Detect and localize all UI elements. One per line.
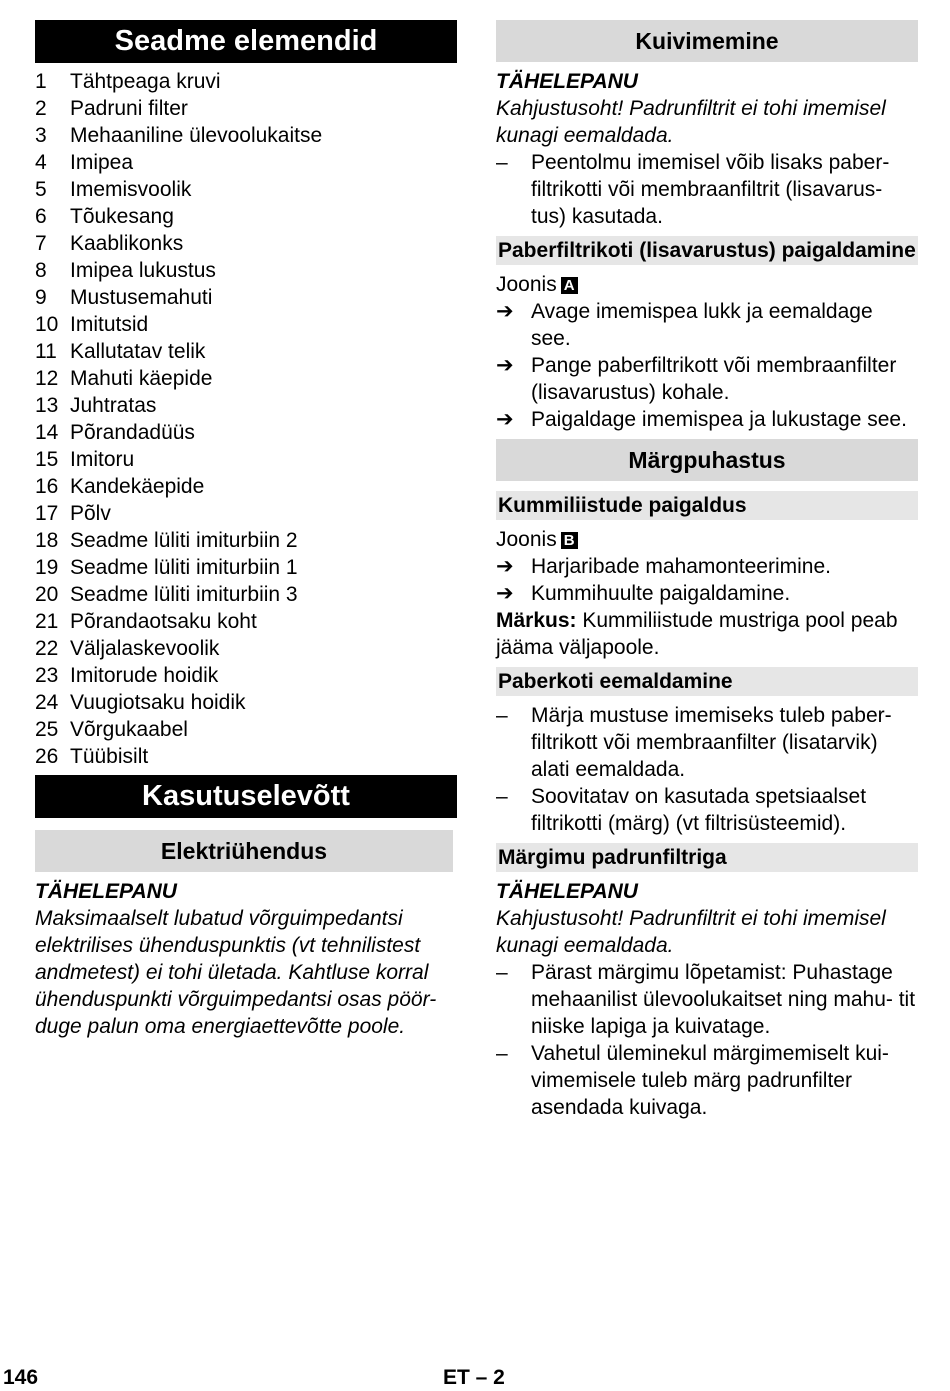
item-label: Kandekäepide (70, 475, 205, 498)
item-number: 19 (35, 556, 59, 579)
list-item-text: Pange paberfiltrikott või membraanfilter (lisavarustus) kohale. (531, 354, 897, 404)
item-number: 9 (35, 286, 47, 309)
list-item (35, 608, 457, 635)
list-item (35, 68, 457, 95)
electric-warning-title: TÄHELEPANU (35, 880, 177, 903)
list-item (35, 500, 457, 527)
list-item (496, 352, 918, 406)
dash-marker: – (496, 704, 508, 727)
list-item (35, 473, 457, 500)
item-label: Vuugiotsaku hoidik (70, 691, 246, 714)
item-label: Põrandaotsaku koht (70, 610, 257, 633)
list-item (35, 581, 457, 608)
list-item-text: Kummihuulte paigaldamine. (531, 582, 791, 605)
item-label: Seadme lüliti imiturbiin 3 (70, 583, 298, 606)
list-item (496, 298, 918, 352)
list-item (35, 284, 457, 311)
item-number: 5 (35, 178, 47, 201)
note (496, 607, 918, 661)
item-label: Tõukesang (70, 205, 174, 228)
remove-bag-heading: Paberkoti eemaldamine (496, 667, 918, 696)
figure-ref-a (496, 271, 918, 298)
note-text: Kummiliistude mustriga pool peab jääma väljapoole. (496, 609, 898, 659)
list-item (35, 743, 457, 770)
arrow-right-icon: ➔ (496, 300, 514, 323)
item-label: Võrgukaabel (70, 718, 188, 741)
item-number: 14 (35, 421, 59, 444)
list-item (35, 203, 457, 230)
list-item (35, 149, 457, 176)
item-number: 8 (35, 259, 47, 282)
wet-warning-title: TÄHELEPANU (496, 880, 638, 903)
item-label: Padruni filter (70, 97, 188, 120)
list-item (496, 783, 918, 837)
item-number: 1 (35, 70, 47, 93)
figure-a-icon: A (561, 277, 578, 294)
item-number: 25 (35, 718, 59, 741)
item-number: 16 (35, 475, 59, 498)
item-number: 18 (35, 529, 59, 552)
arrow-right-icon: ➔ (496, 354, 514, 377)
list-item (496, 580, 918, 607)
list-item-text: Märja mustuse imemiseks tuleb paber- filtrikott või membraanfilter (lisatarvik) alati eemaldada. (531, 704, 892, 781)
item-label: Seadme lüliti imiturbiin 2 (70, 529, 298, 552)
dash-marker: – (496, 1042, 508, 1065)
list-item (496, 959, 918, 1040)
item-label: Imitutsid (70, 313, 149, 336)
item-number: 4 (35, 151, 47, 174)
list-item (35, 554, 457, 581)
item-number: 13 (35, 394, 59, 417)
elements-list (35, 68, 457, 770)
figure-ref-b (496, 526, 918, 553)
paper-steps (496, 298, 918, 433)
list-item-text: Avage imemispea lukk ja eemaldage see. (531, 300, 873, 350)
list-item (496, 406, 918, 433)
list-item (496, 1040, 918, 1121)
item-label: Mustusemahuti (70, 286, 213, 309)
list-item (35, 446, 457, 473)
item-number: 2 (35, 97, 47, 120)
dash-marker: – (496, 785, 508, 808)
arrow-right-icon: ➔ (496, 555, 514, 578)
right-column (496, 20, 918, 1121)
item-label: Imitoru (70, 448, 135, 471)
item-label: Põrandadüüs (70, 421, 195, 444)
item-number: 24 (35, 691, 59, 714)
item-label: Tüübisilt (70, 745, 149, 768)
item-number: 6 (35, 205, 47, 228)
dry-warning-title: TÄHELEPANU (496, 70, 638, 93)
section-title-commissioning: Kasutuselevõtt (35, 775, 457, 818)
list-item-text: Vahetul üleminekul märgimemiselt kui- vimemisele tuleb märg padrunfilter asendada kuivaga. (531, 1042, 889, 1119)
list-item (496, 702, 918, 783)
dash-marker: – (496, 961, 508, 984)
figure-label: Joonis (496, 528, 557, 551)
list-item (35, 635, 457, 662)
item-label: Imitorude hoidik (70, 664, 219, 687)
item-label: Kaablikonks (70, 232, 184, 255)
paper-bag-heading: Paberfiltrikoti (lisavarustus) paigaldamine (496, 236, 918, 265)
figure-b-icon: B (561, 532, 578, 549)
page-number: 146 (3, 1366, 39, 1389)
dry-heading: Kuivimemine (496, 20, 918, 62)
item-number: 17 (35, 502, 59, 525)
electric-heading: Elektriühendus (35, 830, 453, 872)
list-item (35, 122, 457, 149)
item-number: 20 (35, 583, 59, 606)
item-label: Imipea lukustus (70, 259, 216, 282)
list-item (35, 392, 457, 419)
item-label: Mehaaniline ülevoolukaitse (70, 124, 323, 147)
dry-dash-item (496, 149, 918, 230)
item-number: 15 (35, 448, 59, 471)
item-label: Kallutatav telik (70, 340, 206, 363)
item-label: Imemisvoolik (70, 178, 192, 201)
item-number: 12 (35, 367, 59, 390)
list-item (35, 311, 457, 338)
rubber-heading: Kummiliistude paigaldus (496, 491, 918, 520)
electric-warning-text: Maksimaalselt lubatud võrguimpedantsi elektrilises ühenduspunktis (vt tehnilistest andmetest) ei tohi ületada. Kahtluse korral ühenduspunkti võrguimpedantsi osas pöör- duge palun oma energiaettevõtte poole. (35, 907, 437, 1038)
list-item-text: Paigaldage imemispea ja lukustage see. (531, 408, 907, 431)
list-item (35, 95, 457, 122)
dash-marker: – (496, 151, 508, 174)
figure-label: Joonis (496, 273, 557, 296)
language-page-label: ET – 2 (443, 1366, 505, 1389)
dry-dash-text: Peentolmu imemisel võib lisaks paber- filtrikotti või membraanfiltrit (lisavarus- tus) kasutada. (531, 151, 890, 228)
item-label: Põlv (70, 502, 111, 525)
arrow-right-icon: ➔ (496, 582, 514, 605)
item-number: 23 (35, 664, 59, 687)
wet-cartridge-heading: Märgimu padrunfiltriga (496, 843, 918, 872)
item-label: Tähtpeaga kruvi (70, 70, 221, 93)
item-number: 11 (35, 340, 57, 363)
list-item (35, 365, 457, 392)
remove-bag-items (496, 702, 918, 837)
list-item-text: Harjaribade mahamonteerimine. (531, 555, 831, 578)
left-column (35, 20, 457, 1040)
item-number: 7 (35, 232, 47, 255)
list-item (35, 689, 457, 716)
item-label: Imipea (70, 151, 134, 174)
list-item (35, 716, 457, 743)
list-item-text: Pärast märgimu lõpetamist: Puhastage mehaanilist ülevoolukaitset ning mahu- tit niiske lapiga ja kuivatage. (531, 961, 916, 1038)
section-title-elements: Seadme elemendid (35, 20, 457, 63)
arrow-right-icon: ➔ (496, 408, 514, 431)
list-item (35, 257, 457, 284)
note-label: Märkus: (496, 609, 577, 632)
list-item (496, 553, 918, 580)
item-number: 21 (35, 610, 59, 633)
item-label: Seadme lüliti imiturbiin 1 (70, 556, 298, 579)
list-item (35, 419, 457, 446)
item-number: 3 (35, 124, 47, 147)
item-number: 10 (35, 313, 59, 336)
dry-warning-text: Kahjustusoht! Padrunfiltrit ei tohi imemisel kunagi eemaldada. (496, 97, 886, 147)
list-item-text: Soovitatav on kasutada spetsiaalset filtrikotti (märg) (vt filtrisüsteemid). (531, 785, 867, 835)
list-item (35, 662, 457, 689)
wet-cartridge-items (496, 959, 918, 1121)
wet-heading: Märgpuhastus (496, 439, 918, 481)
rubber-steps (496, 553, 918, 607)
item-label: Mahuti käepide (70, 367, 213, 390)
item-number: 22 (35, 637, 59, 660)
wet-warning-text: Kahjustusoht! Padrunfiltrit ei tohi imemisel kunagi eemaldada. (496, 907, 886, 957)
list-item (35, 527, 457, 554)
list-item (35, 176, 457, 203)
item-number: 26 (35, 745, 59, 768)
item-label: Juhtratas (70, 394, 157, 417)
item-label: Väljalaskevoolik (70, 637, 220, 660)
list-item (35, 338, 457, 365)
list-item (35, 230, 457, 257)
